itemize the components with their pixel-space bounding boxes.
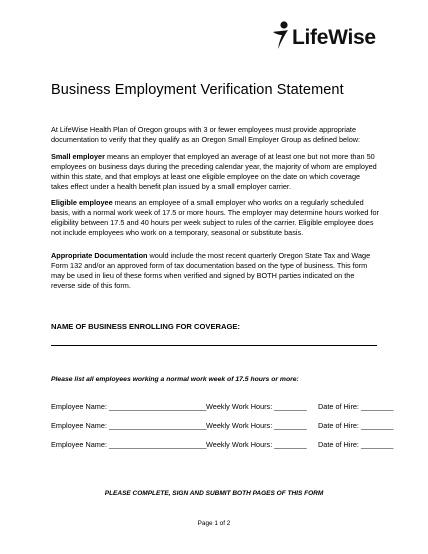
submit-instruction: PLEASE COMPLETE, SIGN AND SUBMIT BOTH PAGES OF THIS FORM: [104, 490, 324, 497]
business-name-label: NAME OF BUSINESS ENROLLING FOR COVERAGE:: [51, 322, 241, 331]
definition-text: means an employer that employed an average of at least one but not more than 50 employees on business days during the preceding calendar year, the majority of whom are employed within this state, and that employs at least one eligible employee on the date on which coverage takes effect under a health benefit plan issued by a small employer carrier.: [51, 152, 377, 191]
employee-row: [51, 421, 393, 430]
definition-text: would include the most recent quarterly Oregon State Tax and Wage Form 132 and/or an approved form of tax documentation based on the type of business. This form may be used in lieu of these forms when verified and signed by BOTH parties indicated on the reverse side of this form.: [51, 251, 371, 290]
employee-row: [51, 440, 393, 449]
lifewise-logo: [270, 20, 390, 54]
date-of-hire-field[interactable]: Date of Hire: ________: [318, 402, 394, 411]
eligible-employee-definition: [51, 198, 379, 238]
weekly-hours-field[interactable]: Weekly Work Hours: ________: [206, 421, 307, 430]
appropriate-documentation-definition: [51, 251, 379, 291]
definition-term: Appropriate Documentation: [51, 251, 148, 260]
date-of-hire-field[interactable]: Date of Hire: ________: [318, 440, 394, 449]
definition-term: Small employer: [51, 152, 105, 161]
employee-name-field[interactable]: Employee Name: ________________________: [51, 402, 207, 411]
employee-row: [51, 402, 393, 411]
weekly-hours-field[interactable]: Weekly Work Hours: ________: [206, 440, 307, 449]
business-name-field[interactable]: [51, 345, 377, 346]
definition-text: means an employee of a small employer who works on a regularly scheduled basis, with a normal work week of 17.5 or more hours. The employer may determine hours worked for eligibility between 17.5 and 40 hours per week subject to rules of the carrier. Eligible employee does not include employees who work on a temporary, seasonal or substitute basis.: [51, 198, 379, 237]
weekly-hours-field[interactable]: Weekly Work Hours: ________: [206, 402, 307, 411]
page-number: Page 1 of 2: [197, 520, 231, 527]
intro-paragraph: At LifeWise Health Plan of Oregon groups with 3 or fewer employees must provide appropriate documentation to verify that they qualify as an Oregon Small Employer Group as defined below:: [51, 125, 361, 144]
page-title: Business Employment Verification Statement: [51, 82, 344, 98]
employee-list-instruction: Please list all employees working a normal work week of 17.5 hours or more:: [51, 376, 299, 383]
person-swoosh-icon: [270, 20, 292, 50]
small-employer-definition: [51, 152, 379, 192]
employee-name-field[interactable]: Employee Name: ________________________: [51, 421, 207, 430]
date-of-hire-field[interactable]: Date of Hire: ________: [318, 421, 394, 430]
logo-brand-text: LifeWise: [292, 26, 376, 49]
employee-name-field[interactable]: Employee Name: ________________________: [51, 440, 207, 449]
definition-term: Eligible employee: [51, 198, 113, 207]
